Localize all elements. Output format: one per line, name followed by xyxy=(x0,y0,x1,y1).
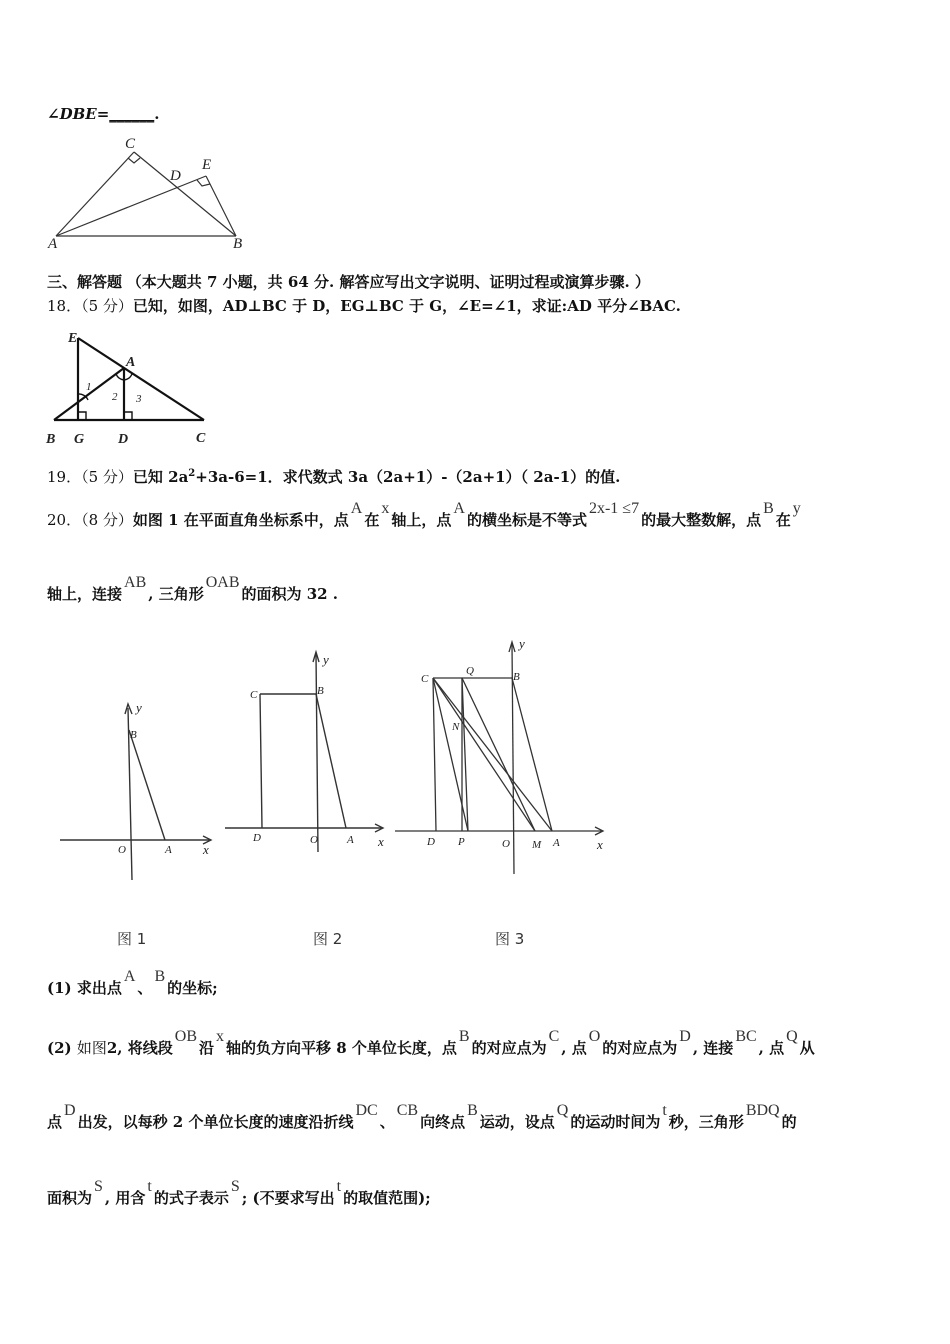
p2l2-10: 的运动时间为 xyxy=(570,1113,661,1131)
q20-score: （8 分） xyxy=(81,511,133,529)
p2l3-2: , 用含 xyxy=(104,1189,146,1207)
p2l1-0: (2) xyxy=(47,1039,77,1057)
p2l1-var-Q: Q xyxy=(786,1028,798,1045)
q20-number: 20． xyxy=(47,511,82,529)
p2l1-2: 2, 将线段 xyxy=(106,1039,173,1057)
p2l1-var-BC: BC xyxy=(735,1028,757,1045)
q18-text xyxy=(47,296,681,316)
p2l1-var-C: C xyxy=(548,1028,560,1045)
p2l1-8: 的对应点为 xyxy=(471,1039,547,1057)
q19-number: 19． xyxy=(47,468,82,486)
p2l2-4: 、 xyxy=(379,1113,395,1131)
fig1-label-O: O xyxy=(118,844,126,856)
fig2-label-B: B xyxy=(317,685,324,697)
q20-text-4: 轴上，点 xyxy=(391,511,452,529)
q20-text-8: 的最大整数解，点 xyxy=(641,511,762,529)
p2l3-var-S1: S xyxy=(94,1178,103,1195)
fig1-caption: 图 1 xyxy=(117,930,147,948)
figure-2 xyxy=(220,640,395,860)
figure-3 xyxy=(390,630,620,880)
p2l3-var-S2: S xyxy=(230,1178,240,1195)
fig3-label-D: D xyxy=(427,836,435,848)
q20-part2-line2 xyxy=(47,1102,797,1133)
q20-l2-text-4: 的面积为 32 . xyxy=(241,585,339,603)
q19-part-b: +3a-6=1．求代数式 3a（2a+1）-（2a+1）（ 2a-1）的值. xyxy=(195,468,621,486)
q20-line1 xyxy=(47,500,803,531)
p2l3-var-t1: t xyxy=(147,1178,152,1195)
q20-part2-line1 xyxy=(47,1028,815,1059)
p2l1-var-D: D xyxy=(679,1028,691,1045)
q19-superscript: 2 xyxy=(188,468,196,479)
p2l1-var-B: B xyxy=(458,1028,470,1045)
q20-text-0: 如图 1 在平面直角坐标系中，点 xyxy=(132,511,349,529)
p2l2-0: 点 xyxy=(47,1113,63,1131)
fig3-caption: 图 3 xyxy=(495,930,525,948)
p2l2-var-t: t xyxy=(662,1102,667,1119)
fig3-label-P: P xyxy=(458,836,465,848)
fig1-label-y: y xyxy=(136,700,142,715)
fig2-label-C: C xyxy=(250,689,258,701)
q20-var-x: x xyxy=(381,500,390,517)
q18-label-B: B xyxy=(46,432,56,447)
p2l1-var-O: O xyxy=(588,1028,601,1045)
q17-label-E: E xyxy=(202,157,212,173)
p2l3-var-t2: t xyxy=(336,1178,342,1195)
p2l2-14: 的 xyxy=(781,1113,797,1131)
q18-triangle-figure xyxy=(40,326,220,450)
q20-var-y: y xyxy=(792,500,801,517)
q19-part-a: 已知 2a xyxy=(132,468,189,486)
q20-inequality: 2x-1 ≤7 xyxy=(588,500,640,517)
q17-label-D: D xyxy=(170,168,181,184)
p2l3-6: ; (不要求写出 xyxy=(241,1189,335,1207)
fig3-label-x: x xyxy=(597,837,603,852)
q18-label-D: D xyxy=(118,432,129,447)
fig2-label-O: O xyxy=(310,834,318,846)
p2l2-2: 出发，以每秒 2 个单位长度的速度沿折线 xyxy=(77,1113,354,1131)
q20-var-A2: A xyxy=(453,500,465,517)
part1-text-4: 的坐标; xyxy=(167,979,218,997)
fig2-caption: 图 2 xyxy=(313,930,343,948)
p2l2-var-Q: Q xyxy=(556,1102,569,1119)
fig3-label-C: C xyxy=(421,673,429,685)
p2l3-4: 的式子表示 xyxy=(153,1189,229,1207)
fig2-label-x: x xyxy=(378,834,384,849)
p2l1-18: 从 xyxy=(799,1039,815,1057)
fig3-label-O: O xyxy=(502,838,510,850)
q20-var-B: B xyxy=(763,500,774,517)
q17-label: ∠DBE= xyxy=(47,105,110,123)
q20-text-10: 在 xyxy=(775,511,791,529)
q20-l2-text-2: , 三角形 xyxy=(148,585,204,603)
q18-score: （5 分） xyxy=(81,297,133,315)
section3-heading xyxy=(47,272,650,292)
p2l1-10: , 点 xyxy=(561,1039,587,1057)
fig1-label-x: x xyxy=(203,842,209,857)
p2l2-var-B: B xyxy=(467,1102,478,1119)
fig2-label-A: A xyxy=(347,834,354,846)
q18-statement: 已知，如图，AD⊥BC 于 D，EG⊥BC 于 G，∠E=∠1，求证:AD 平分∠BAC. xyxy=(132,297,681,315)
q17-answer-line xyxy=(47,104,160,124)
figure-1 xyxy=(55,690,225,890)
q18-label-1: 1 xyxy=(86,381,92,393)
fig1-label-B: B xyxy=(130,729,137,741)
p2l2-var-DC: DC xyxy=(355,1102,378,1119)
p2l2-var-CB: CB xyxy=(396,1102,419,1119)
fig3-label-M: M xyxy=(532,839,542,851)
fig3-label-Q: Q xyxy=(466,665,474,677)
part1-text-0: (1) 求出点 xyxy=(47,979,122,997)
q20-text-2: 在 xyxy=(364,511,380,529)
p2l1-4: 沿 xyxy=(199,1039,215,1057)
q17-label-A: A xyxy=(48,236,58,252)
p2l1-16: , 点 xyxy=(758,1039,785,1057)
q17-blank: ______ xyxy=(109,105,155,123)
q17-label-C: C xyxy=(125,136,136,152)
q20-text-6: 的横坐标是不等式 xyxy=(466,511,587,529)
q20-var-OAB: OAB xyxy=(205,574,240,591)
q18-label-A: A xyxy=(126,355,136,370)
q20-l2-text-0: 轴上，连接 xyxy=(47,585,123,603)
p2l1-12: 的对应点为 xyxy=(602,1039,678,1057)
p2l3-0: 面积为 xyxy=(47,1189,93,1207)
part1-text-2: 、 xyxy=(137,979,153,997)
p2l1-1: 如图 xyxy=(76,1039,107,1057)
fig1-label-A: A xyxy=(165,844,172,856)
q20-part1 xyxy=(47,968,218,999)
p2l2-8: 运动，设点 xyxy=(479,1113,555,1131)
fig3-label-N: N xyxy=(452,721,460,733)
fig3-label-y: y xyxy=(519,636,525,651)
q20-part2-line3 xyxy=(47,1178,431,1209)
section3-note: （本大题共 7 小题，共 64 分. 解答应写出文字说明、证明过程或演算步骤. ） xyxy=(126,273,650,291)
q18-number: 18． xyxy=(47,297,82,315)
q17-label-B: B xyxy=(233,236,243,252)
fig2-label-D: D xyxy=(253,832,261,844)
p2l1-6: 轴的负方向平移 8 个单位长度，点 xyxy=(226,1039,457,1057)
p2l2-var-D: D xyxy=(64,1102,76,1119)
q20-var-A1: A xyxy=(350,500,363,517)
q18-label-3: 3 xyxy=(136,393,142,405)
p2l2-var-BDQ: BDQ xyxy=(745,1102,780,1119)
q18-label-C: C xyxy=(196,431,206,446)
p2l1-var-x: x xyxy=(216,1028,225,1045)
q19-text xyxy=(47,464,620,487)
q18-label-G: G xyxy=(74,432,85,447)
fig3-label-A: A xyxy=(553,837,560,849)
p2l1-var-OB: OB xyxy=(174,1028,197,1045)
q18-label-E: E xyxy=(68,331,78,346)
part1-var-B: B xyxy=(154,968,166,985)
q20-line2 xyxy=(47,574,339,605)
fig2-label-y: y xyxy=(323,652,329,667)
p2l2-6: 向终点 xyxy=(420,1113,466,1131)
p2l2-12: 秒，三角形 xyxy=(668,1113,744,1131)
q19-score: （5 分） xyxy=(81,468,133,486)
q17-triangle-figure xyxy=(40,132,260,254)
q20-var-AB: AB xyxy=(124,574,147,591)
section3-title: 三、解答题 xyxy=(47,273,123,291)
q17-end: . xyxy=(154,105,160,123)
part1-var-A: A xyxy=(123,968,136,985)
q18-label-2: 2 xyxy=(112,391,118,403)
p2l1-14: , 连接 xyxy=(692,1039,734,1057)
fig3-label-B: B xyxy=(513,671,520,683)
p2l3-8: 的取值范围); xyxy=(343,1189,431,1207)
